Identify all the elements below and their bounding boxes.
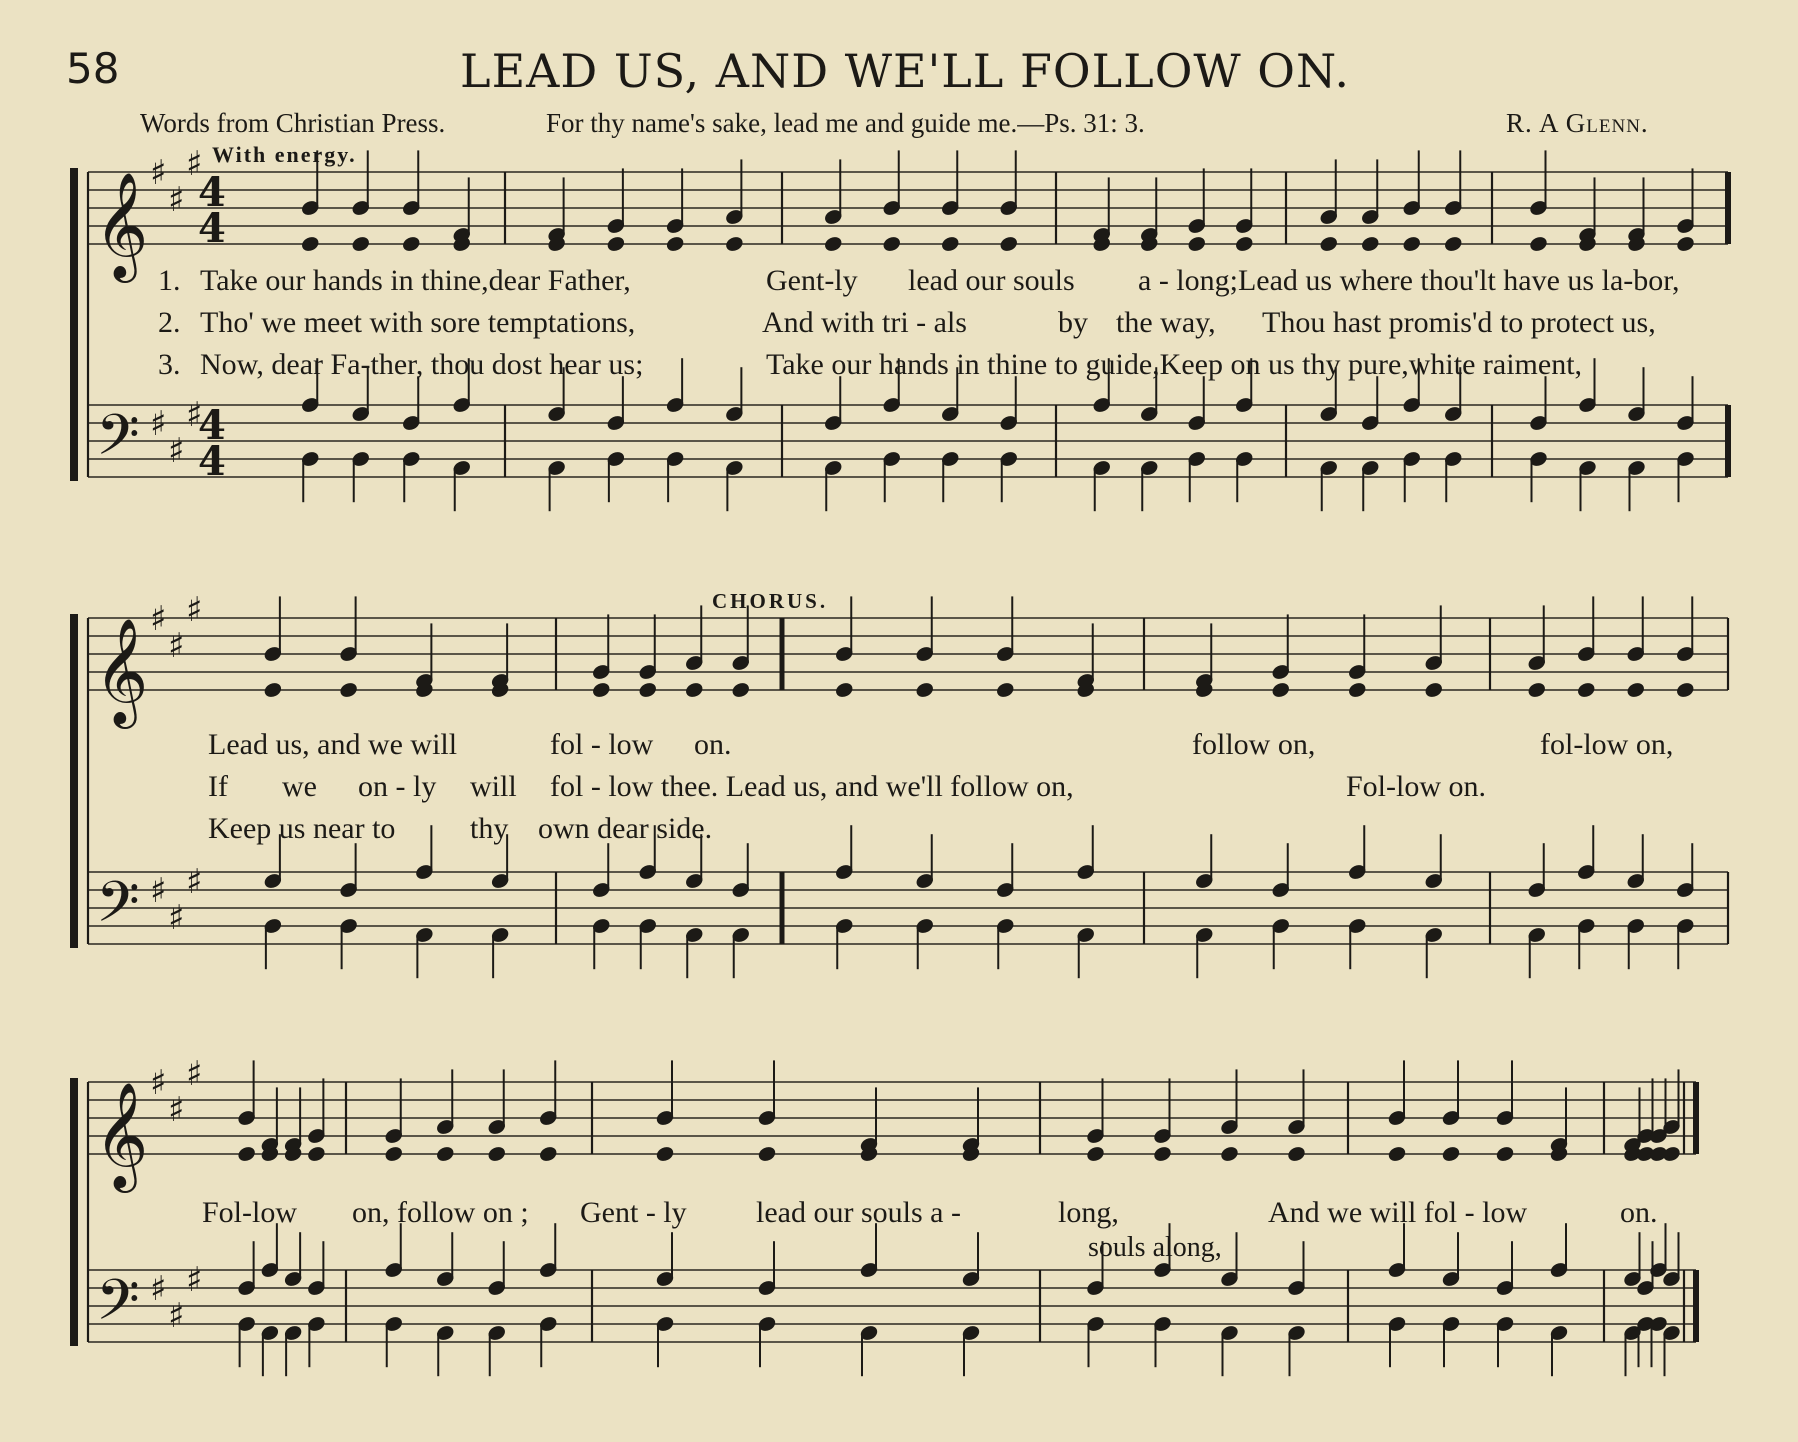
notehead (339, 681, 359, 699)
verse2-lyric-a: Tho' we meet with sore temptations, (200, 306, 636, 339)
notehead (1675, 681, 1695, 699)
sharp-sign: ♯ (186, 862, 203, 902)
bass-clef: 𝄢 (96, 1268, 140, 1347)
sharp-sign: ♯ (168, 626, 185, 666)
treble-clef: 𝄞 (94, 171, 149, 278)
notehead (684, 681, 704, 699)
sharp-sign: ♯ (168, 1296, 185, 1336)
chorus-line3-a: Keep us near to (208, 812, 396, 845)
sharp-sign: ♯ (168, 431, 185, 471)
verse3-lyric-a: Now, dear Fa-ther, thou dost hear us; (200, 348, 644, 381)
notehead (1086, 1145, 1106, 1163)
chorus-line2-d: will (470, 770, 517, 803)
notehead (263, 681, 283, 699)
bass-clef: 𝄢 (96, 870, 140, 949)
notehead (1662, 1145, 1682, 1163)
notehead (1234, 235, 1254, 253)
notehead (655, 1145, 675, 1163)
sharp-sign: ♯ (150, 599, 167, 639)
final-line2-a: souls along, (1088, 1232, 1222, 1263)
verse2-number: 2. (158, 306, 181, 339)
verse1-number: 1. (158, 264, 181, 297)
verse3-number: 3. (158, 348, 181, 381)
sharp-sign: ♯ (186, 590, 203, 630)
sharp-sign: ♯ (150, 871, 167, 911)
notehead (1441, 1145, 1461, 1163)
chorus-line3-c: own dear side. (538, 812, 713, 845)
sharp-sign: ♯ (150, 1063, 167, 1103)
verse1-lyric-b: Gent-ly (766, 264, 858, 297)
notehead (757, 1145, 777, 1163)
verse2-lyric-b: And with tri - als (762, 306, 967, 339)
notehead (1153, 1145, 1173, 1163)
notehead (384, 1145, 404, 1163)
chorus-line2-a: If (208, 770, 228, 803)
notehead (940, 235, 960, 253)
notehead (538, 1145, 558, 1163)
notehead (1220, 1145, 1240, 1163)
chorus-line1-c: on. (694, 728, 732, 761)
time-signature-bottom: 4 (198, 438, 226, 485)
final-line1-a: Fol-low (202, 1196, 298, 1229)
notehead (995, 681, 1015, 699)
notehead (915, 681, 935, 699)
notehead (1271, 681, 1291, 699)
sharp-sign: ♯ (168, 898, 185, 938)
final-line1-e: long, (1058, 1196, 1119, 1229)
chorus-line2-f: Fol-low on. (1346, 770, 1487, 803)
notehead (1402, 235, 1422, 253)
chorus-line2-b: we (282, 770, 317, 803)
notehead (1360, 235, 1380, 253)
notehead (351, 235, 371, 253)
system-bracket (70, 1078, 78, 1346)
bass-clef: 𝄢 (96, 403, 140, 482)
verse2-lyric-d: the way, (1116, 306, 1216, 339)
notehead (731, 681, 751, 699)
final-line1-c: Gent - ly (580, 1196, 687, 1229)
chorus-line1-b: fol - low (550, 728, 654, 761)
final-line1-d: lead our souls a - (756, 1196, 961, 1229)
final-line1-g: on. (1620, 1196, 1658, 1229)
final-line1-b: on, follow on ; (352, 1196, 529, 1229)
notehead (487, 1145, 507, 1163)
sharp-sign: ♯ (168, 180, 185, 220)
notehead (606, 235, 626, 253)
composer-credit: R. A Glenn. (1506, 108, 1649, 138)
notehead (1495, 1145, 1515, 1163)
system-brackets (70, 168, 78, 1346)
time-signature-top: 4 (198, 169, 226, 216)
notehead (435, 1145, 455, 1163)
sharp-sign: ♯ (150, 1269, 167, 1309)
sharp-sign: ♯ (186, 1054, 203, 1094)
notehead (1626, 681, 1646, 699)
sharp-sign: ♯ (186, 144, 203, 184)
notehead (1576, 681, 1596, 699)
notehead (401, 235, 421, 253)
notehead (638, 681, 658, 699)
notehead (1443, 235, 1463, 253)
notehead (1287, 1145, 1307, 1163)
final-line1-f: And we will fol - low (1268, 1196, 1528, 1229)
chorus-line2-c: on - ly (358, 770, 437, 803)
notehead (1676, 235, 1696, 253)
notehead (1527, 681, 1547, 699)
chorus-line3-b: thy (470, 812, 509, 845)
notehead (307, 1145, 327, 1163)
chorus-line1-d: follow on, (1192, 728, 1316, 761)
sharp-sign: ♯ (168, 1090, 185, 1130)
scripture-reference: For thy name's sake, lead me and guide me.—Ps. 31: 3. (546, 108, 1145, 138)
notehead (237, 1145, 257, 1163)
verse1-lyric-a: Take our hands in thine,dear Father, (200, 264, 631, 297)
verse3-lyric-b: Take our hands in thine to guide,Keep on us thy pure,white raiment, (766, 348, 1583, 381)
page-number: 58 (66, 44, 120, 93)
chorus-line2-e: fol - low thee. Lead us, and we'll follow on, (550, 770, 1074, 803)
notehead (1187, 235, 1207, 253)
time-signature-bottom: 4 (198, 205, 226, 252)
system-bracket (70, 614, 78, 948)
clefs (94, 171, 148, 1347)
words-credit: Words from Christian Press. (140, 108, 446, 138)
notehead (725, 235, 745, 253)
notehead (665, 235, 685, 253)
system-bracket (70, 168, 78, 481)
verse2-lyric-e: Thou hast promis'd to protect us, (1262, 306, 1656, 339)
notehead (1319, 235, 1339, 253)
notehead (882, 235, 902, 253)
verse1-lyric-d: a - long;Lead us where thou'lt have us la-bor, (1138, 264, 1680, 297)
notehead (823, 235, 843, 253)
notehead (1387, 1145, 1407, 1163)
sharp-sign: ♯ (150, 404, 167, 444)
chorus-line1-e: fol-low on, (1540, 728, 1674, 761)
notehead (591, 681, 611, 699)
treble-clef: 𝄞 (94, 617, 149, 724)
sharp-sign: ♯ (186, 1260, 203, 1300)
time-signature-top: 4 (198, 402, 226, 449)
sharp-sign: ♯ (150, 153, 167, 193)
notehead (834, 681, 854, 699)
chorus-line1-a: Lead us, and we will (208, 728, 458, 761)
verse1-lyric-c: lead our souls (908, 264, 1075, 297)
hymn-title: LEAD US, AND WE'LL FOLLOW ON. (460, 44, 1350, 98)
notehead (1529, 235, 1549, 253)
notehead (1347, 681, 1367, 699)
verse2-lyric-c: by (1058, 306, 1088, 339)
notehead (999, 235, 1019, 253)
tempo-marking: With energy. (212, 142, 357, 167)
notehead (300, 235, 320, 253)
treble-clef: 𝄞 (94, 1081, 149, 1188)
sharp-sign: ♯ (186, 395, 203, 435)
notehead (1424, 681, 1444, 699)
chorus-marking: CHORUS. (712, 589, 829, 613)
